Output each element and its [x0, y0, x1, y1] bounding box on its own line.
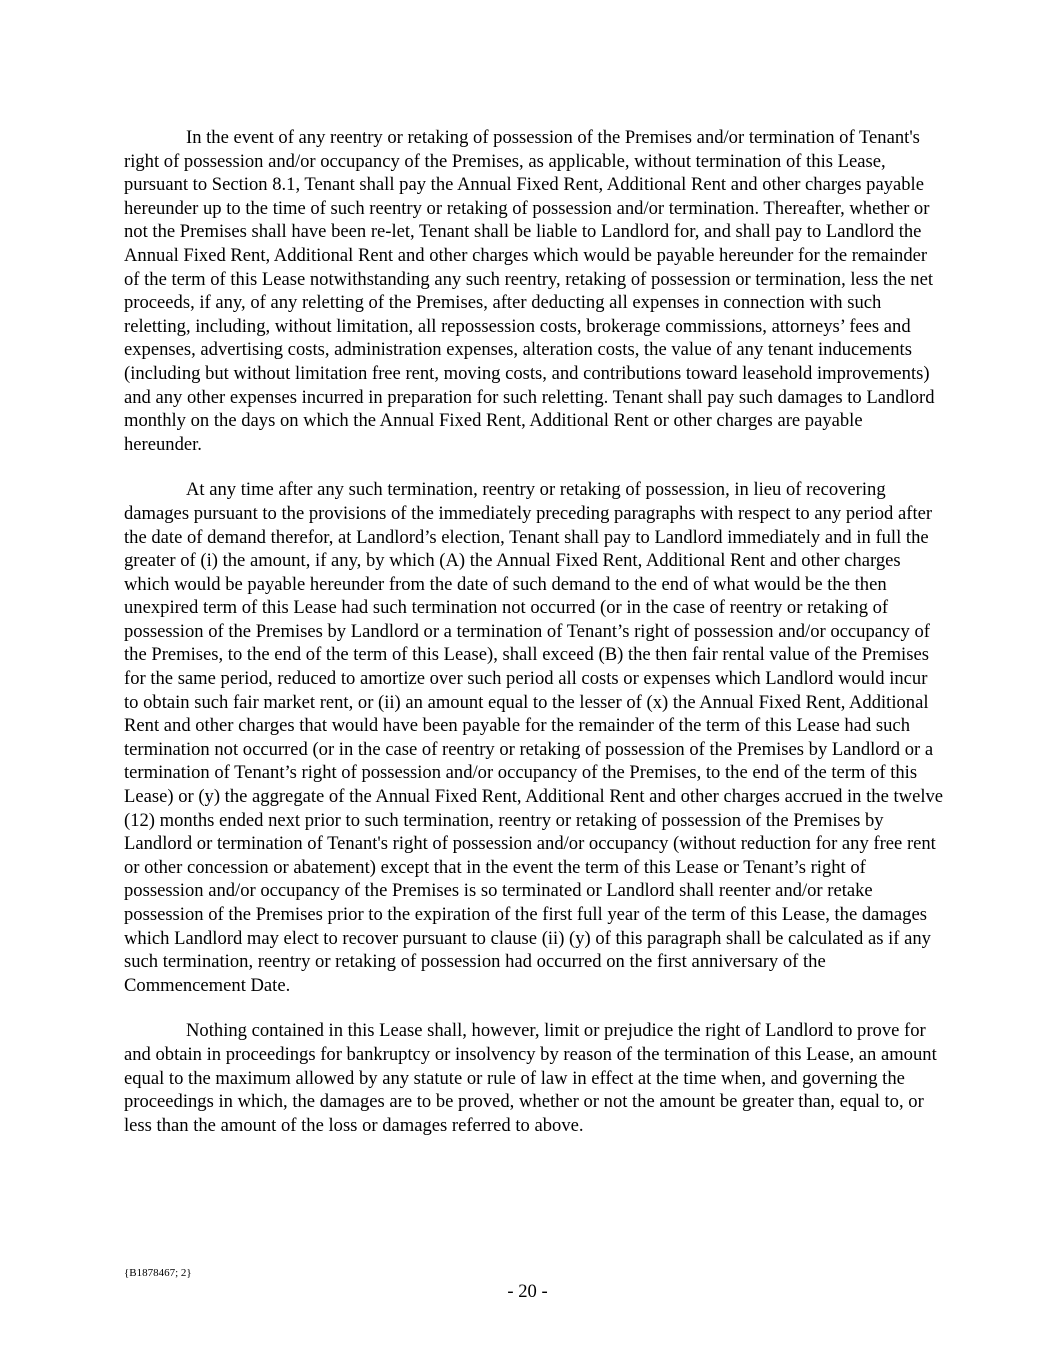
paragraph-bankruptcy-proceedings: Nothing contained in this Lease shall, however, limit or prejudice the right of Landlord to prove for and obtain in proceedings for bankruptcy or insolvency by reason of the termination of this Lease, an amount equal to the maximum allowed by any statute or rule of law in effect at the time when, and governing the proceedings in which, the damages are to be proved, whether or not the amount be greater than, equal to, or less than the amount of the loss or damages referred to above.	[124, 1020, 937, 1136]
page-number: - 20 -	[507, 1281, 548, 1302]
paragraph-reentry-damages: In the event of any reentry or retaking of possession of the Premises and/or termination of Tenant's right of possession and/or occupancy of the Premises, as applicable, without termination of this Lease, pursuant to Section 8.1, Tenant shall pay the Annual Fixed Rent, Additional Rent and other charges payable hereunder up to the time of such reentry or retaking of possession and/or termination. Thereafter, whether or not the Premises shall have been re-let, Tenant shall be liable to Landlord for, and shall pay to Landlord the Annual Fixed Rent, Additional Rent and other charges which would be payable hereunder for the remainder of the term of this Lease notwithstanding any such reentry, retaking of possession or termination, less the net proceeds, if any, of any reletting of the Premises, after deducting all expenses in connection with such reletting, including, without limitation, all repossession costs, brokerage commissions, attorneys’ fees and expenses, advertising costs, administration expenses, alteration costs, the value of any tenant inducements (including but without limitation free rent, moving costs, and contributions toward leasehold improvements) and any other expenses incurred in preparation for such reletting. Tenant shall pay such damages to Landlord monthly on the days on which the Annual Fixed Rent, Additional Rent or other charges are payable hereunder.	[124, 127, 935, 455]
document-id: {B1878467; 2}	[124, 1267, 192, 1279]
document-body	[124, 126, 944, 1137]
paragraph-lump-sum-damages: At any time after any such termination, reentry or retaking of possession, in lieu of recovering damages pursuant to the provisions of the immediately preceding paragraphs with respect to any period after the date of demand therefor, at Landlord’s election, Tenant shall pay to Landlord immediately and in full the greater of (i) the amount, if any, by which (A) the Annual Fixed Rent, Additional Rent and other charges which would be payable hereunder from the date of such demand to the end of what would be the then unexpired term of this Lease had such termination not occurred (or in the case of reentry or retaking of possession of the Premises by Landlord or a termination of Tenant’s right of possession and/or occupancy of the Premises, to the end of the term of this Lease), shall exceed (B) the then fair rental value of the Premises for the same period, reduced to amortize over such period all costs or expenses which Landlord would incur to obtain such fair market rent, or (ii) an amount equal to the lesser of (x) the Annual Fixed Rent, Additional Rent and other charges that would have been payable for the remainder of the term of this Lease had such termination not occurred (or in the case of reentry or retaking of possession of the Premises by Landlord or a termination of Tenant’s right of possession and/or occupancy of the Premises, to the end of the term of this Lease) or (y) the aggregate of the Annual Fixed Rent, Additional Rent and other charges accrued in the twelve (12) months ended next prior to such termination, reentry or retaking of possession of the Premises by Landlord or termination of Tenant's right of possession and/or occupancy (without reduction for any free rent or other concession or abatement) except that in the event the term of this Lease or Tenant’s right of possession and/or occupancy of the Premises is so terminated or Landlord shall reenter and/or retake possession of the Premises prior to the expiration of the first full year of the term of this Lease, the damages which Landlord may elect to recover pursuant to clause (ii) (y) of this paragraph shall be calculated as if any such termination, reentry or retaking of possession had occurred on the first anniversary of the Commencement Date.	[124, 479, 944, 996]
